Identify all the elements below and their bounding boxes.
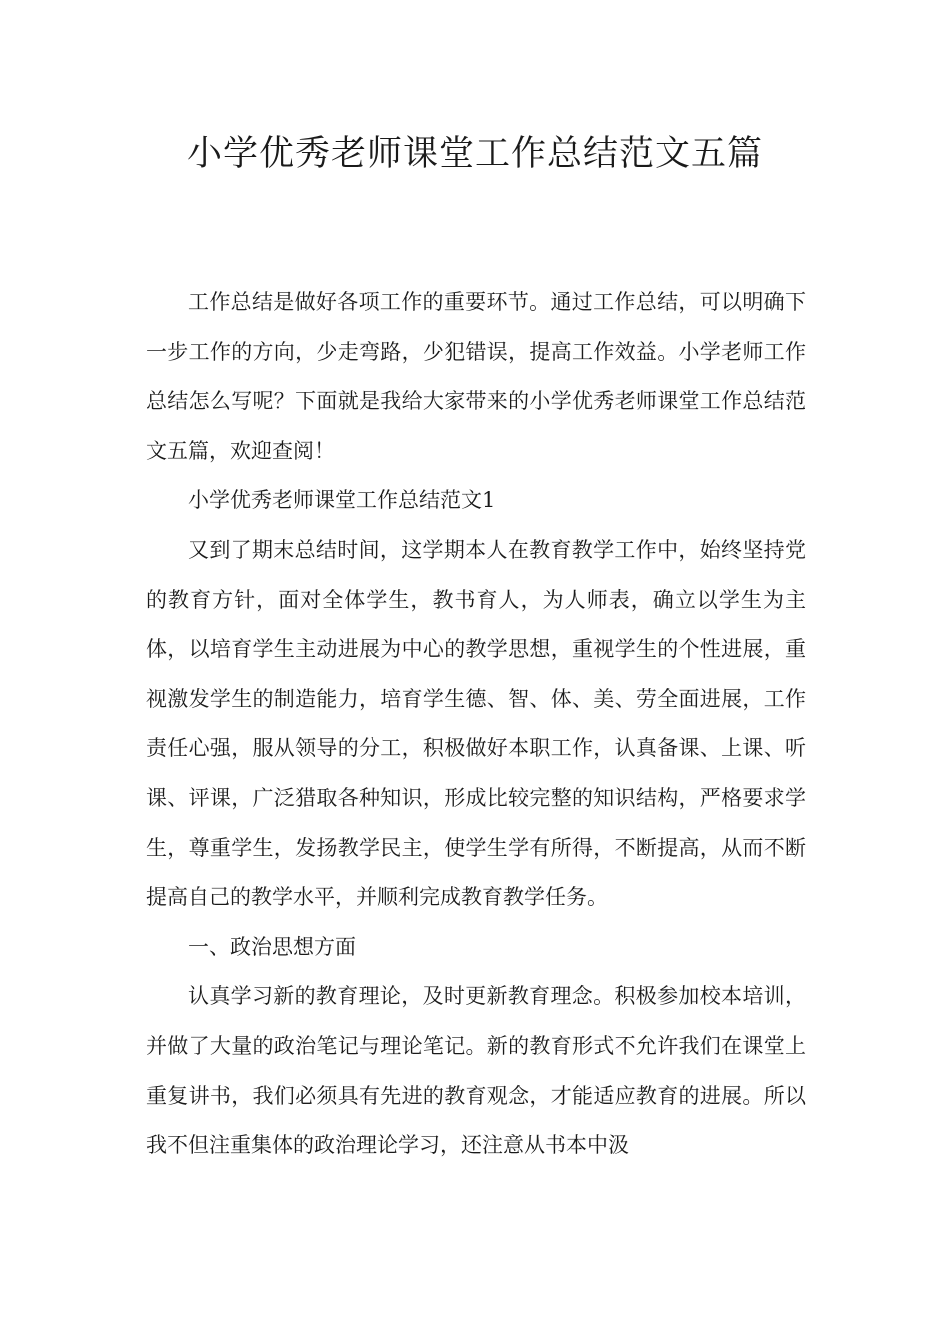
section-heading-essay-1: 小学优秀老师课堂工作总结范文1 xyxy=(188,488,496,513)
body-paragraph: 认真学习新的教育理论，及时更新教育理念。积极参加校本培训，并做了大量的政治笔记与理论笔记。新的教育形式不允许我们在课堂上重复讲书，我们必须具有先进的教育观念，才能适应教育的进展。所以我不但注重集体的政治理论学习，还注意从书本中汲 xyxy=(146,984,806,1158)
document-body xyxy=(146,278,806,1171)
document-title: 小学优秀老师课堂工作总结范文五篇 xyxy=(186,134,763,174)
intro-paragraph: 工作总结是做好各项工作的重要环节。通过工作总结，可以明确下一步工作的方向，少走弯路，少犯错误，提高工作效益。小学老师工作总结怎么写呢？下面就是我给大家带来的小学优秀老师课堂工作总结范文五篇，欢迎查阅！ xyxy=(146,290,806,463)
body-paragraph: 又到了期末总结时间，这学期本人在教育教学工作中，始终坚持党的教育方针，面对全体学生，教书育人，为人师表，确立以学生为主体，以培育学生主动进展为中心的教学思想，重视学生的个性进展，重视激发学生的制造能力，培育学生德、智、体、美、劳全面进展，工作责任心强，服从领导的分工，积极做好本职工作，认真备课、上课、听课、评课，广泛猎取各种知识，形成比较完整的知识结构，严格要求学生，尊重学生，发扬教学民主，使学生学有所得，不断提高，从而不断提高自己的教学水平，并顺利完成教育教学任务。 xyxy=(146,537,806,910)
section-heading-political: 一、政治思想方面 xyxy=(188,934,356,959)
